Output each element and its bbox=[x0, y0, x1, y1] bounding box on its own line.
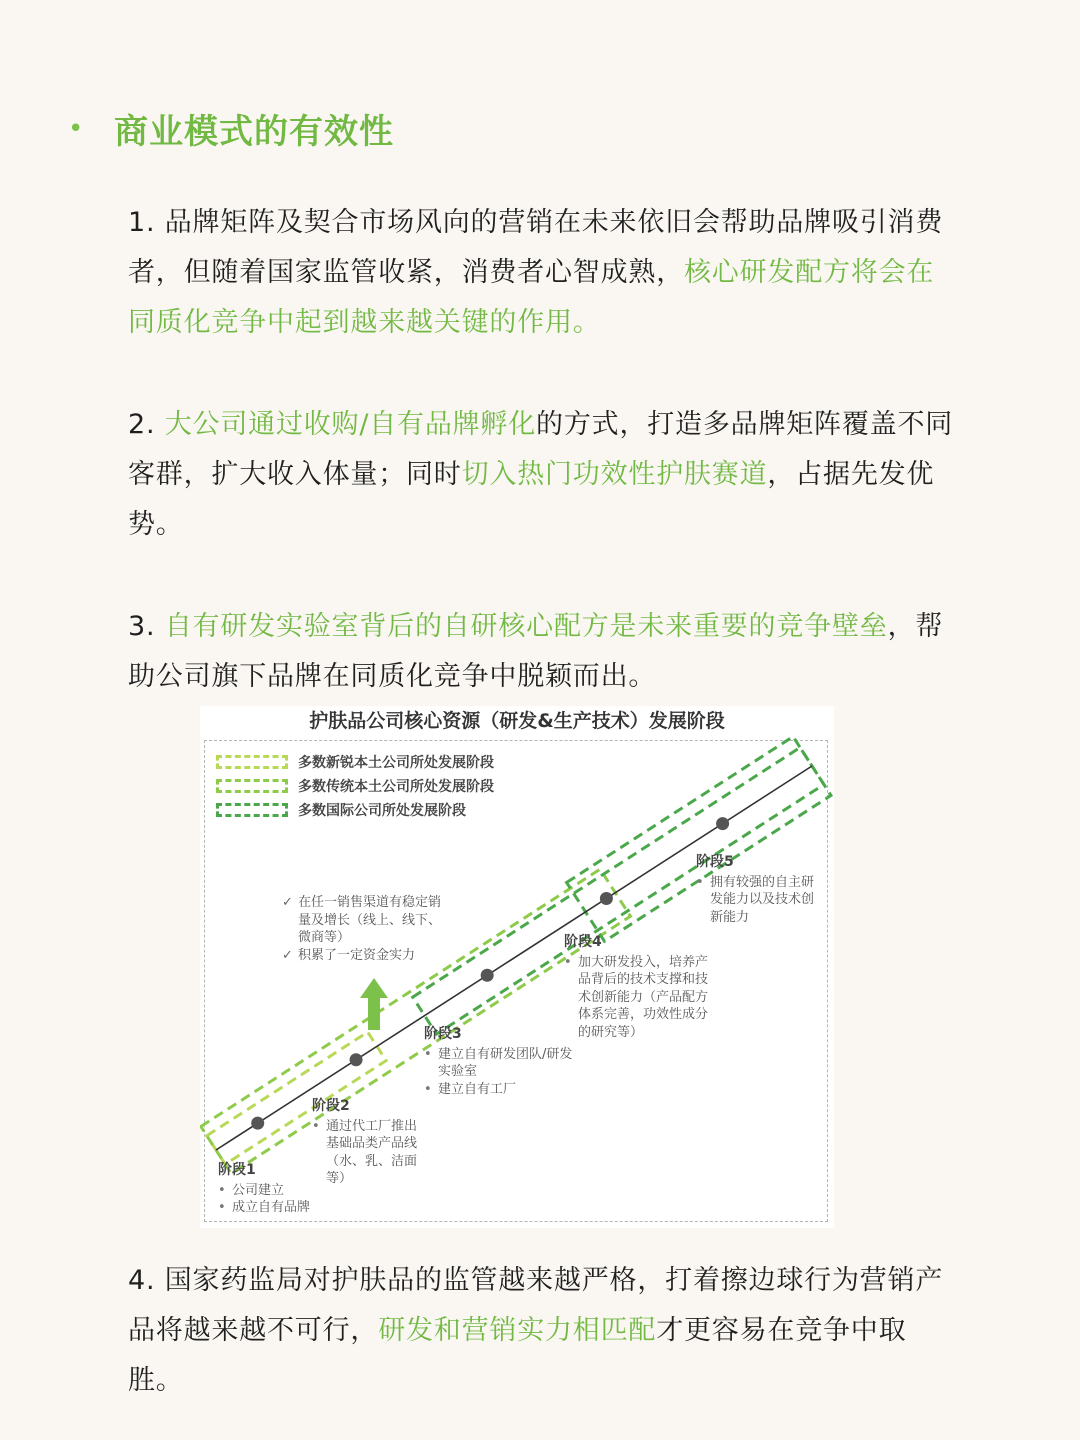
legend-label-3: 多数国际公司所处发展阶段 bbox=[298, 803, 466, 819]
highlight-text: 大公司通过收购/自有品牌孵化 bbox=[164, 409, 537, 440]
stages-figure bbox=[200, 706, 834, 1228]
stage-2 bbox=[312, 1098, 424, 1188]
stage-3 bbox=[424, 1026, 574, 1098]
stage-4 bbox=[564, 934, 716, 1041]
stage-title: 阶段3 bbox=[424, 1026, 462, 1042]
body-text: ，帮助公司旗下品牌在同质化竞争中脱颖而出。 bbox=[128, 611, 944, 692]
point-1 bbox=[128, 198, 958, 348]
highlight-text: 切入热门功效性护肤赛道 bbox=[461, 459, 768, 490]
body-text: 3. bbox=[128, 611, 165, 642]
body-text: ，占据先发优势。 bbox=[128, 459, 935, 540]
stage-dot-3 bbox=[481, 969, 494, 982]
body-text: 才更容易在竞争中取胜。 bbox=[128, 1315, 907, 1396]
stage-dot-2 bbox=[350, 1053, 363, 1066]
legend-item-1 bbox=[216, 752, 494, 772]
note-item: ✓ 在任一销售渠道有稳定销量及增长（线上、线下、微商等） bbox=[282, 894, 450, 947]
point-2 bbox=[128, 400, 958, 550]
stage-title: 阶段1 bbox=[218, 1162, 256, 1178]
legend-swatch-1 bbox=[216, 755, 288, 769]
legend-label-1: 多数新锐本土公司所处发展阶段 bbox=[298, 755, 494, 771]
body-text: 1. 品牌矩阵及契合市场风向的营销在未来依旧会帮助品牌吸引消费者，但随着国家监管收紧，消费者心智成熟， bbox=[128, 207, 944, 288]
stage-5 bbox=[696, 854, 822, 926]
legend-label-2: 多数传统本土公司所处发展阶段 bbox=[298, 779, 494, 795]
stage-dot-1 bbox=[251, 1117, 264, 1130]
heading-title: 商业模式的有效性 bbox=[114, 112, 394, 152]
stage-item: • 建立自有工厂 bbox=[424, 1081, 574, 1099]
stage-title: 阶段2 bbox=[312, 1098, 350, 1114]
stage-item: • 拥有较强的自主研发能力以及技术创新能力 bbox=[696, 874, 822, 927]
heading-bullet: • bbox=[68, 113, 84, 144]
legend-item-2 bbox=[216, 776, 494, 796]
point-4 bbox=[128, 1256, 958, 1406]
legend-item-3 bbox=[216, 800, 466, 820]
stage-item: • 建立自有研发团队/研发实验室 bbox=[424, 1046, 574, 1081]
stage-item: • 加大研发投入，培养产品背后的技术支撑和技术创新能力（产品配方体系完善，功效性成分的研究等） bbox=[564, 954, 716, 1042]
section-heading bbox=[68, 104, 394, 153]
point-3 bbox=[128, 602, 958, 702]
growth-note bbox=[282, 894, 450, 964]
highlight-text: 研发和营销实力相匹配 bbox=[378, 1315, 657, 1346]
stage-title: 阶段5 bbox=[696, 854, 734, 870]
body-text: 4. 国家药监局对护肤品的监管越来越严格，打着擦边球行为营销产品将越来越不可行， bbox=[128, 1265, 944, 1346]
stage-item: • 成立自有品牌 bbox=[218, 1199, 368, 1217]
stage-dot-5 bbox=[716, 817, 729, 830]
legend-swatch-2 bbox=[216, 779, 288, 793]
legend-swatch-3 bbox=[216, 803, 288, 817]
note-item: ✓ 积累了一定资金实力 bbox=[282, 947, 450, 965]
highlight-text: 自有研发实验室背后的自研核心配方是未来重要的竞争壁垒 bbox=[164, 611, 888, 642]
body-text: 2. bbox=[128, 409, 165, 440]
highlight-text: 核心研发配方将会在同质化竞争中起到越来越关键的作用。 bbox=[128, 257, 935, 338]
figure-title: 护肤品公司核心资源（研发&生产技术）发展阶段 bbox=[309, 710, 725, 732]
stage-item: • 公司建立 bbox=[218, 1182, 368, 1200]
body-text: 的方式，打造多品牌矩阵覆盖不同客群，扩大收入体量；同时 bbox=[128, 409, 954, 490]
stage-item: • 通过代工厂推出基础品类产品线（水、乳、洁面等） bbox=[312, 1118, 424, 1188]
stage-dot-4 bbox=[600, 892, 613, 905]
stage-title: 阶段4 bbox=[564, 934, 602, 950]
